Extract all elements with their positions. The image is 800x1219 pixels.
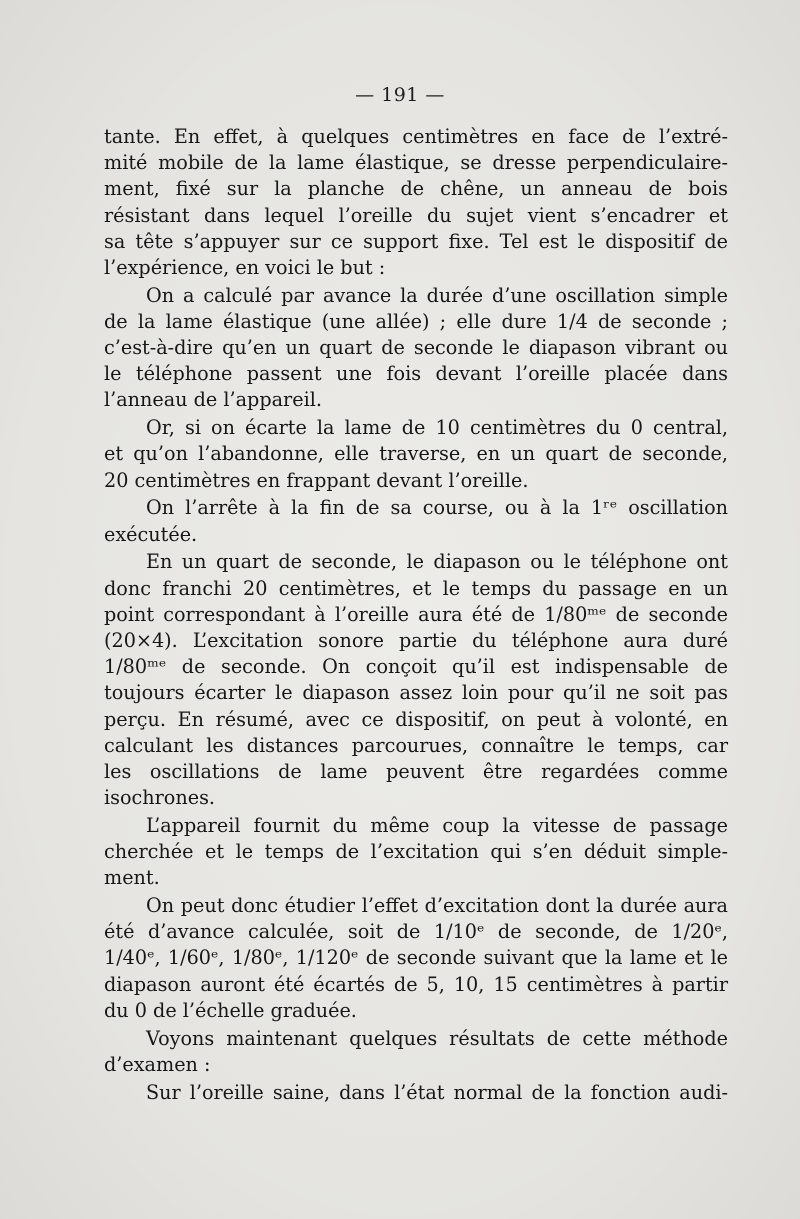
paragraph bbox=[104, 813, 728, 892]
text-line: perçu. En résumé, avec ce dispositif, on peut à volonté, en bbox=[104, 707, 728, 731]
paragraph bbox=[104, 893, 728, 1024]
text-line: et qu’on l’abandonne, elle traverse, en un quart de seconde, bbox=[104, 442, 728, 466]
text-line: donc franchi 20 centimètres, et le temps du passage en un bbox=[104, 576, 728, 600]
text-line: ment. bbox=[104, 866, 160, 890]
text-line: En un quart de seconde, le diapason ou le téléphone ont bbox=[146, 550, 728, 574]
text-line: On peut donc étudier l’effet d’excitation dont la durée aura bbox=[146, 894, 728, 917]
text-line: du 0 de l’échelle graduée. bbox=[104, 998, 357, 1022]
text-line: toujours écarter le diapason assez loin pour qu’il ne soit pas bbox=[104, 681, 728, 705]
paragraph bbox=[104, 549, 728, 811]
text-line: 1/40ᵉ, 1/60ᵉ, 1/80ᵉ, 1/120ᵉ de seconde suivant que la lame et le bbox=[104, 946, 728, 970]
text-line: sa tête s’appuyer sur ce support fixe. Tel est le dispositif de bbox=[104, 229, 728, 253]
text-line: le téléphone passent une fois devant l’oreille placée dans bbox=[104, 362, 728, 386]
text-line: diapason auront été écartés de 5, 10, 15 centimètres à partir bbox=[104, 972, 728, 996]
text-line: 1/80ᵐᵉ de seconde. On conçoit qu’il est indispensable de bbox=[104, 655, 728, 679]
text-line: l’expérience, en voici le but : bbox=[104, 255, 386, 279]
text-line: Voyons maintenant quelques résultats de cette méthode bbox=[146, 1026, 728, 1050]
paragraph bbox=[104, 415, 728, 494]
text-line: cherchée et le temps de l’excitation qui s’en déduit simple- bbox=[104, 840, 728, 864]
body-text bbox=[104, 124, 728, 1106]
text-line: l’anneau de l’appareil. bbox=[104, 388, 322, 412]
text-line: résistant dans lequel l’oreille du sujet vient s’encadrer et bbox=[104, 203, 728, 227]
text-line: L’appareil fournit du même coup la vitesse de passage bbox=[146, 813, 728, 837]
paragraph bbox=[104, 1026, 728, 1078]
text-line: On l’arrête à la fin de sa course, ou à la 1ʳᵉ oscillation bbox=[146, 496, 728, 520]
text-line: mité mobile de la lame élastique, se dresse perpendiculaire- bbox=[104, 151, 728, 175]
text-line: ment, fixé sur la planche de chêne, un anneau de bois bbox=[104, 177, 728, 201]
text-line: les oscillations de lame peuvent être regardées comme bbox=[104, 759, 728, 783]
text-line: de la lame élastique (une allée) ; elle dure 1/4 de seconde ; bbox=[104, 309, 728, 333]
paragraph bbox=[104, 124, 728, 281]
text-line: (20×4). L’excitation sonore partie du téléphone aura duré bbox=[104, 628, 728, 652]
text-line: isochrones. bbox=[104, 786, 216, 810]
paragraph bbox=[104, 495, 728, 547]
text-line: point correspondant à l’oreille aura été de 1/80ᵐᵉ de seconde bbox=[104, 602, 728, 626]
text-line: d’examen : bbox=[104, 1052, 211, 1076]
text-line: Sur l’oreille saine, dans l’état normal de la fonction audi- bbox=[146, 1080, 728, 1104]
paragraph bbox=[104, 1080, 728, 1106]
text-line: 20 centimètres en frappant devant l’oreille. bbox=[104, 468, 529, 492]
text-line: exécutée. bbox=[104, 522, 198, 546]
text-line: Or, si on écarte la lame de 10 centimètres du 0 central, bbox=[146, 416, 728, 440]
paragraph bbox=[104, 283, 728, 414]
page-number: — 191 — bbox=[355, 84, 445, 106]
text-line: On a calculé par avance la durée d’une oscillation simple bbox=[146, 283, 728, 307]
text-line: c’est-à-dire qu’en un quart de seconde le diapason vibrant ou bbox=[104, 336, 728, 360]
text-line: tante. En effet, à quelques centimètres en face de l’extré- bbox=[104, 125, 728, 148]
text-line: été d’avance calculée, soit de 1/10ᵉ de seconde, de 1/20ᵉ, bbox=[104, 920, 728, 944]
text-line: calculant les distances parcourues, connaître le temps, car bbox=[104, 733, 728, 757]
